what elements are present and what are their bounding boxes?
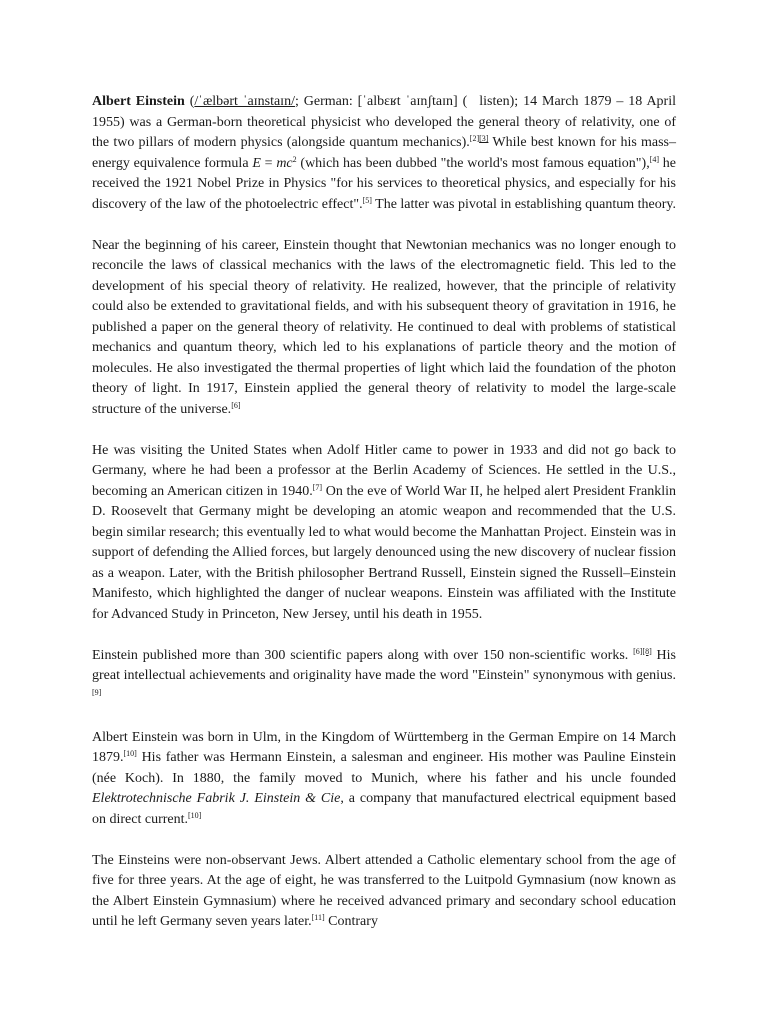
- listen-link[interactable]: listen: [479, 94, 510, 109]
- paragraph-us: He was visiting the United States when Adolf Hitler came to power in 1933 and did not go back to Germany, where he had been a professor at the Berlin Academy of Sciences. He settled in the U.S., becoming an American citizen in 1940.[7] On the eve of World War II, he helped alert President Franklin D. Roosevelt that Germany might be developing an atomic weapon and recommended that the U.S. begin similar research; this eventually led to what would become the Manhattan Project. Einstein was in support of defending the Allied forces, but largely denounced using the new discovery of nuclear fission as a weapon. Later, with the British philosopher Bertrand Russell, Einstein signed the Russell–Einstein Manifesto, which highlighted the danger of nuclear weapons. Einstein was affiliated with the Institute for Advanced Study in Princeton, New Jersey, until his death in 1955.: [92, 442, 676, 622]
- citation[interactable]: [2][3]: [469, 134, 489, 143]
- subject-name: Albert Einstein: [92, 94, 185, 109]
- formula: $E = mc^2$: [252, 154, 297, 171]
- citation[interactable]: [7]: [312, 482, 323, 492]
- citation[interactable]: [4]: [649, 154, 660, 164]
- paragraph-career: Near the beginning of his career, Einstein thought that Newtonian mechanics was no longer enough to reconcile the laws of classical mechanics with the laws of the electromagnetic field. This led to the development of his special theory of relativity. He realized, however, that the principle of relativity could also be extended to gravitational fields, and with his subsequent theory of gravitation in 1916, he published a paper on the general theory of relativity. He continued to deal with problems of statistical mechanics and quantum theory, which led to his explanations of particle theory and the motion of molecules. He also investigated the thermal properties of light which laid the foundation of the photon theory of light. In 1917, Einstein applied the general theory of relativity to model the large-scale structure of the universe.[6]: [92, 237, 676, 417]
- citation[interactable]: [5]: [362, 195, 372, 205]
- citation[interactable]: [10]: [188, 810, 202, 820]
- document-page: [92, 92, 676, 953]
- paragraph-birth: Albert Einstein was born in Ulm, in the Kingdom of Württemberg in the German Empire on 14 March 1879.[10] His father was Hermann Einstein, a salesman and engineer. His mother was Pauline Einstein (née Koch). In 1880, the family moved to Munich, where his father and his uncle founded Elektrotechnische Fabrik J. Einstein & Cie, a company that manufactured electrical equipment based on direct current.[10]: [92, 729, 676, 827]
- paragraph-intro: Albert Einstein (/ˈælbərt ˈaɪnstaɪn/; German: [ˈalbɛʁt ˈaɪnʃtaɪn] ( listen); 14 March 1879 – 18 April 1955) was a German-born theoretical physicist who developed the general theory of relativity, one of the two pillars of modern physics (alongside quantum mechanics).[2][3] While best known for his mass–energy equivalence formula $E = mc^2$ (which has been dubbed "the world's most famous equation"),[4] he received the 1921 Nobel Prize in Physics "for his services to theoretical physics, and especially for his discovery of the law of the photoelectric effect".[5] The latter was pivotal in establishing quantum theory.: [92, 94, 676, 212]
- paragraph-education: The Einsteins were non-observant Jews. Albert attended a Catholic elementary school from the age of five for three years. At the age of eight, he was transferred to the Luitpold Gymnasium (now known as the Albert Einstein Gymnasium) where he received advanced primary and secondary school education until he left Germany seven years later.[11] Contrary: [92, 852, 676, 929]
- paragraph-publications: Einstein published more than 300 scientific papers along with over 150 non-scientific works. [6][8] His great intellectual achievements and originality have made the word "Einstein" synonymous with genius.[9]: [92, 646, 677, 697]
- company-name: Elektrotechnische Fabrik J. Einstein & Cie: [92, 791, 341, 806]
- citation[interactable]: [9]: [92, 687, 102, 697]
- citation[interactable]: [11]: [311, 913, 325, 922]
- citation[interactable]: [10]: [123, 749, 137, 758]
- ipa-pronunciation[interactable]: /ˈælbərt ˈaɪnstaɪn/: [194, 94, 295, 109]
- citation[interactable]: [6][8]: [633, 646, 652, 656]
- citation[interactable]: [6]: [231, 400, 241, 410]
